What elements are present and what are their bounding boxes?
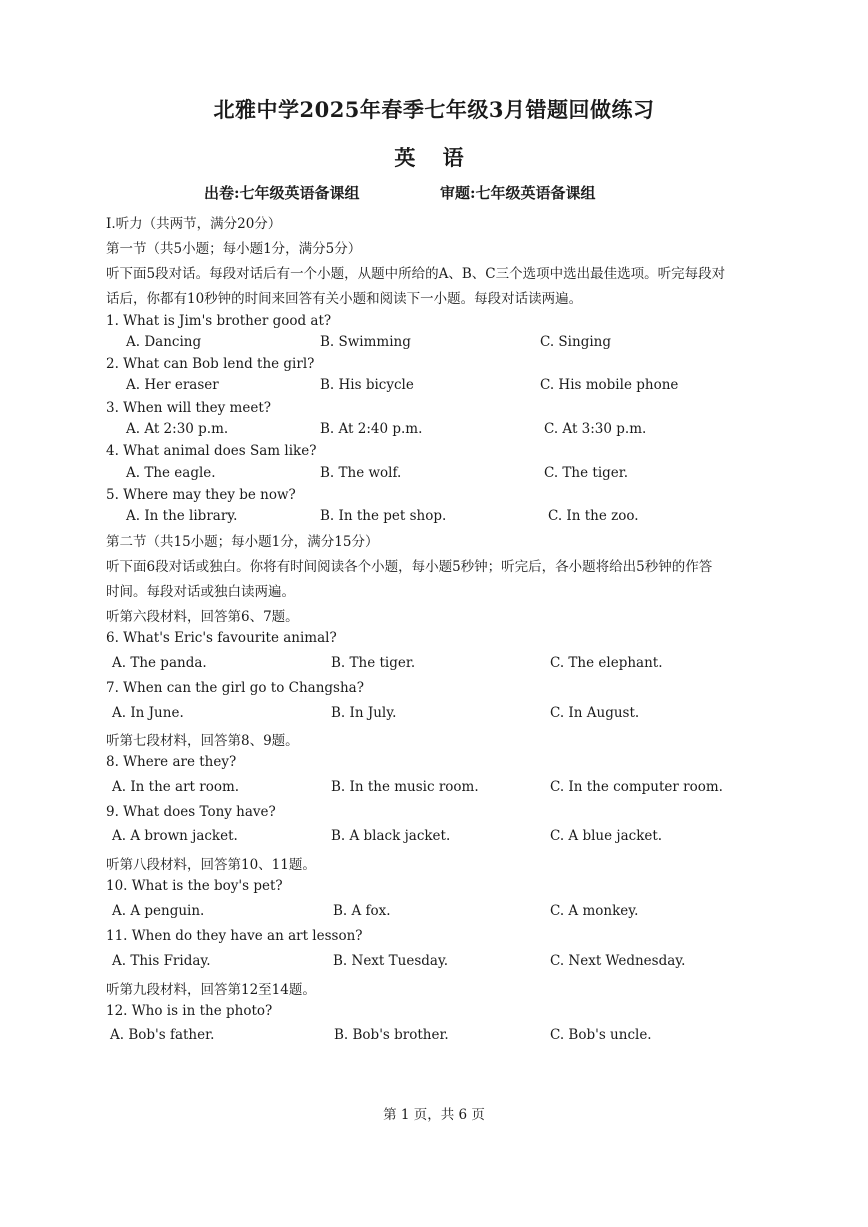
section-instructions: 听下面5段对话。每段对话后有一个小题，从题中所给的A、B、C三个选项中选出最佳选项。听完每段对 [106,266,726,282]
option-b[interactable]: B. In the pet shop. [320,508,447,524]
question-stem: 2. What can Bob lend the girl? [106,356,315,372]
material-note: 听第六段材料，回答第6、7题。 [106,609,299,625]
option-c[interactable]: C. A blue jacket. [550,828,663,844]
option-b[interactable]: B. His bicycle [320,377,414,393]
option-b[interactable]: B. The tiger. [331,655,416,671]
option-b[interactable]: B. Swimming [320,334,411,350]
option-a[interactable]: A. Bob's father. [110,1027,215,1043]
option-a[interactable]: A. In the library. [126,508,238,524]
section-heading: 第二节（共15小题；每小题1分，满分15分） [106,534,379,550]
option-b[interactable]: B. A black jacket. [331,828,451,844]
material-note: 听第七段材料，回答第8、9题。 [106,733,299,749]
option-a[interactable]: A. The eagle. [126,465,216,481]
option-c[interactable]: C. In the computer room. [550,779,723,795]
section-heading: 第一节（共5小题；每小题1分，满分5分） [106,241,362,257]
question-stem: 4. What animal does Sam like? [106,443,317,459]
option-b[interactable]: B. A fox. [333,903,391,919]
author-line: 出卷:七年级英语备课组 [204,184,360,202]
option-a[interactable]: A. Her eraser [126,377,219,393]
section-instructions: 话后，你都有10秒钟的时间来回答有关小题和阅读下一小题。每段对话读两遍。 [106,291,583,307]
question-stem: 9. What does Tony have? [106,804,276,820]
question-stem: 10. What is the boy's pet? [106,878,283,894]
option-b[interactable]: B. In July. [331,705,397,721]
option-b[interactable]: B. Next Tuesday. [333,953,449,969]
section-instructions: 时间。每段对话或独白读两遍。 [106,584,295,600]
question-stem: 12. Who is in the photo? [106,1003,273,1019]
option-b[interactable]: B. The wolf. [320,465,402,481]
page-footer: 第 1 页，共 6 页 [383,1107,485,1123]
option-c[interactable]: C. A monkey. [550,903,639,919]
option-b[interactable]: B. In the music room. [331,779,479,795]
question-stem: 3. When will they meet? [106,400,271,416]
option-a[interactable]: A. A penguin. [112,903,205,919]
subject-title: 英 语 [394,145,474,170]
option-c[interactable]: C. The elephant. [550,655,663,671]
option-a[interactable]: A. At 2:30 p.m. [126,421,229,437]
option-c[interactable]: C. In August. [550,705,640,721]
question-stem: 8. Where are they? [106,754,237,770]
option-c[interactable]: C. The tiger. [544,465,629,481]
option-c[interactable]: C. Bob's uncle. [550,1027,652,1043]
option-b[interactable]: B. At 2:40 p.m. [320,421,423,437]
option-c[interactable]: C. Next Wednesday. [550,953,686,969]
page-title: 北雅中学2025年春季七年级3月错题回做练习 [213,97,655,122]
option-a[interactable]: A. In the art room. [112,779,240,795]
question-stem: 11. When do they have an art lesson? [106,928,363,944]
option-a[interactable]: A. A brown jacket. [112,828,238,844]
option-a[interactable]: A. This Friday. [112,953,211,969]
part-heading: I.听力（共两节，满分20分） [106,216,282,232]
option-a[interactable]: A. In June. [112,705,184,721]
option-a[interactable]: A. Dancing [126,334,202,350]
question-stem: 5. Where may they be now? [106,487,296,503]
material-note: 听第九段材料，回答第12至14题。 [106,982,316,998]
option-b[interactable]: B. Bob's brother. [334,1027,449,1043]
material-note: 听第八段材料，回答第10、11题。 [106,857,316,873]
option-c[interactable]: C. His mobile phone [540,377,679,393]
option-c[interactable]: C. In the zoo. [548,508,639,524]
question-stem: 6. What's Eric's favourite animal? [106,630,337,646]
option-a[interactable]: A. The panda. [112,655,207,671]
option-c[interactable]: C. Singing [540,334,611,350]
section-instructions: 听下面6段对话或独白。你将有时间阅读各个小题，每小题5秒钟；听完后，各小题将给出5秒钟的作答 [106,559,713,575]
question-stem: 1. What is Jim's brother good at? [106,313,332,329]
question-stem: 7. When can the girl go to Changsha? [106,680,364,696]
reviewer-line: 审题:七年级英语备课组 [440,184,596,202]
option-c[interactable]: C. At 3:30 p.m. [544,421,647,437]
